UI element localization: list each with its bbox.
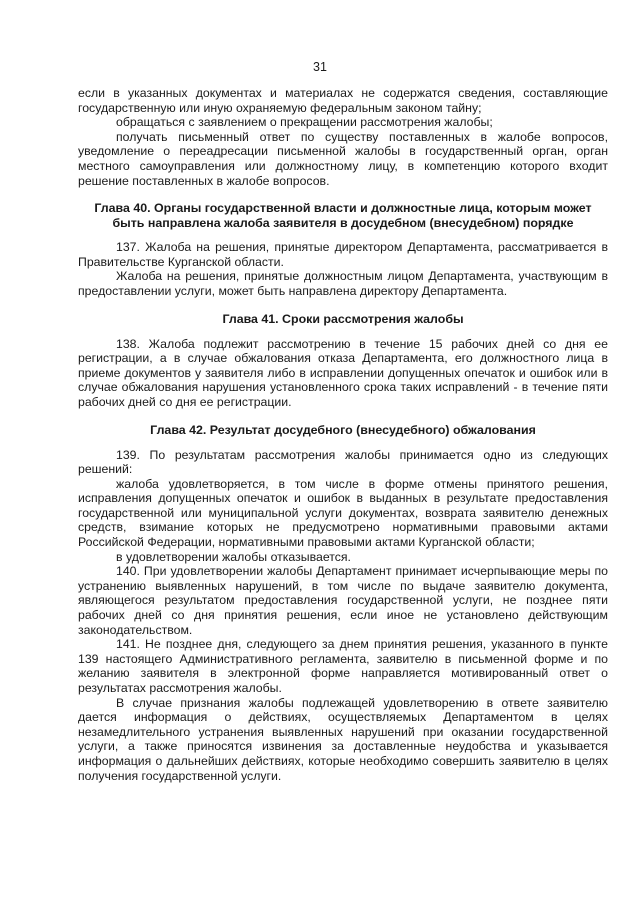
document-body [78, 86, 608, 783]
paragraph-139: 139. По результатам рассмотрения жалобы принимается одно из следующих решений: [78, 447, 608, 477]
paragraph-138: 138. Жалоба подлежит рассмотрению в течение 15 рабочих дней со дня ее регистрации, а в случае обжалования отказа Департамента, его должностного лица в приеме документов у заявителя либо в исправлении допущенных опечаток и ошибок или в случае обжалования нарушения установленного срока таких исправлений - в течение пяти рабочих дней со дня ее регистрации. [78, 336, 608, 409]
page-number: 31 [313, 60, 327, 74]
paragraph-141-satisfied-info: В случае признания жалобы подлежащей удовлетворению в ответе заявителю дается информация о действиях, осуществляемых Департаментом в целях незамедлительного устранения выявленных нарушений при оказании государственной услуги, а также приносятся извинения за доставленные неудобства и указывается информация о дальнейших действиях, которые необходимо совершить заявителю в целях получения государственной услуги. [78, 695, 608, 783]
paragraph-139-satisfied: жалоба удовлетворяется, в том числе в форме отмены принятого решения, исправления допущенных опечаток и ошибок в выданных в результате предоставления государственной или муниципальной услуги документах, возврата заявителю денежных средств, взимание которых не предусмотрено нормативными правовыми актами Российской Федерации, нормативными правовыми актами Курганской области; [78, 476, 608, 550]
paragraph-141: 141. Не позднее дня, следующего за днем принятия решения, указанного в пункте 139 настоящего Административного регламента, заявителю в письменной форме и по желанию заявителя в электронной форме направляется мотивированный ответ о результатах рассмотрения жалобы. [78, 637, 608, 695]
paragraph-140: 140. При удовлетворении жалобы Департамент принимает исчерпывающие меры по устранению выявленных нарушений, в том числе по выдаче заявителю документа, являющегося результатом предоставления государственной услуги, не позднее пяти рабочих дней со дня принятия решения, если иное не установлено действующим законодательством. [78, 564, 608, 637]
chapter-41-heading: Глава 41. Сроки рассмотрения жалобы [222, 311, 464, 326]
paragraph-right-withdraw: обращаться с заявлением о прекращении рассмотрения жалобы; [116, 115, 493, 130]
chapter-42-heading: Глава 42. Результат досудебного (внесудебного) обжалования [150, 422, 536, 437]
chapter-40-heading: Глава 40. Органы государственной власти и должностные лица, которым может быть направлена жалоба заявителя в досудебном (внесудебном) порядке [94, 201, 592, 231]
paragraph-right-answer: получать письменный ответ по существу поставленных в жалобе вопросов, уведомление о переадресации письменной жалобы в государственный орган, орган местного самоуправления или должностному лицу, в компетенцию которого входит решение поставленных в жалобе вопросов. [78, 129, 608, 188]
paragraph-137-official: Жалоба на решения, принятые должностным лицом Департамента, участвующим в предоставлении услуги, может быть направлена директору Департамента. [78, 269, 608, 298]
paragraph-continuation: если в указанных документах и материалах не содержатся сведения, составляющие государственную или иную охраняемую федеральным законом тайну; [78, 86, 608, 115]
paragraph-137: 137. Жалоба на решения, принятые директором Департамента, рассматривается в Правительстве Курганской области. [78, 240, 608, 269]
paragraph-139-refused: в удовлетворении жалобы отказывается. [116, 549, 351, 564]
